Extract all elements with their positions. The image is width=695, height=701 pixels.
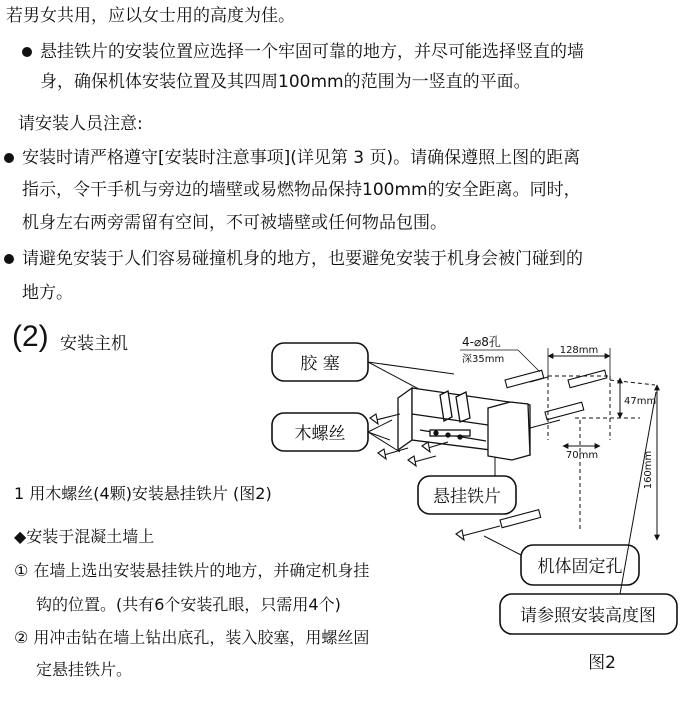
dim-depth: 深35mm [462,354,505,365]
item-2-line-2: 定悬挂铁片。 [36,660,133,679]
dim-holes: 4-⌀8孔 [462,335,501,349]
bullet-1-line-2: 身，确保机体安装位置及其四周100mm的范围为一竖直的平面。 [40,72,531,92]
bullet-1-line-1: 悬挂铁片的安装位置应选择一个牢固可靠的地方，并尽可能选择竖直的墙 [40,42,584,62]
dim-70mm: 70mm [565,450,599,461]
bullet-2-line-2: 指示，令干手机与旁边的墙壁或易燃物品保持100mm的安全距离。同时， [22,180,581,200]
item-2-line-1: ② 用冲击钻在墙上钻出底孔，装入胶塞，用螺丝固 [14,628,370,647]
callout-height-ref-label: 请参照安装高度图 [520,606,656,626]
callout-fixing-hole-label: 机体固定孔 [537,557,623,577]
step-1: 1 用木螺丝(4颗)安装悬挂铁片 (图2) [14,484,272,503]
concrete-heading: ◆安装于混凝土墙上 [14,527,155,546]
intro-line: 若男女共用，应以女士用的高度为佳。 [6,6,295,26]
section-number: (2) [12,320,49,353]
hanging-bracket [398,388,530,460]
figure-caption: 图2 [588,653,616,673]
bullet-2-line-3: 机身左右两旁需留有空间，不可被墙壁或任何物品包围。 [22,213,447,233]
bullet-2-line-1: 安装时请严格遵守[安装时注意事项](详见第 3 页)。请确保遵照上图的距离 [22,148,581,168]
callout-wood-screw-label: 木螺丝 [294,424,346,444]
dim-160mm: 160mm [643,450,654,490]
notice-heading: 请安装人员注意: [18,114,143,134]
callout-plug-label: 胶 塞 [300,354,340,374]
dim-128mm: 128mm [559,345,599,356]
callout-bracket-label: 悬挂铁片 [433,487,501,507]
dim-47mm: 47mm [624,396,657,407]
section-title: 安装主机 [60,334,128,354]
item-1-line-2: 钩的位置。(共有6个安装孔眼，只需用4个) [36,595,341,614]
item-1-line-1: ① 在墙上选出安装悬挂铁片的地方，并确定机身挂 [14,561,370,580]
bullet-3-line-2: 地方。 [22,283,73,303]
bullet-3-line-1: 请避免安装于人们容易碰撞机身的地方，也要避免安装于机身会被门碰到的 [22,249,583,269]
